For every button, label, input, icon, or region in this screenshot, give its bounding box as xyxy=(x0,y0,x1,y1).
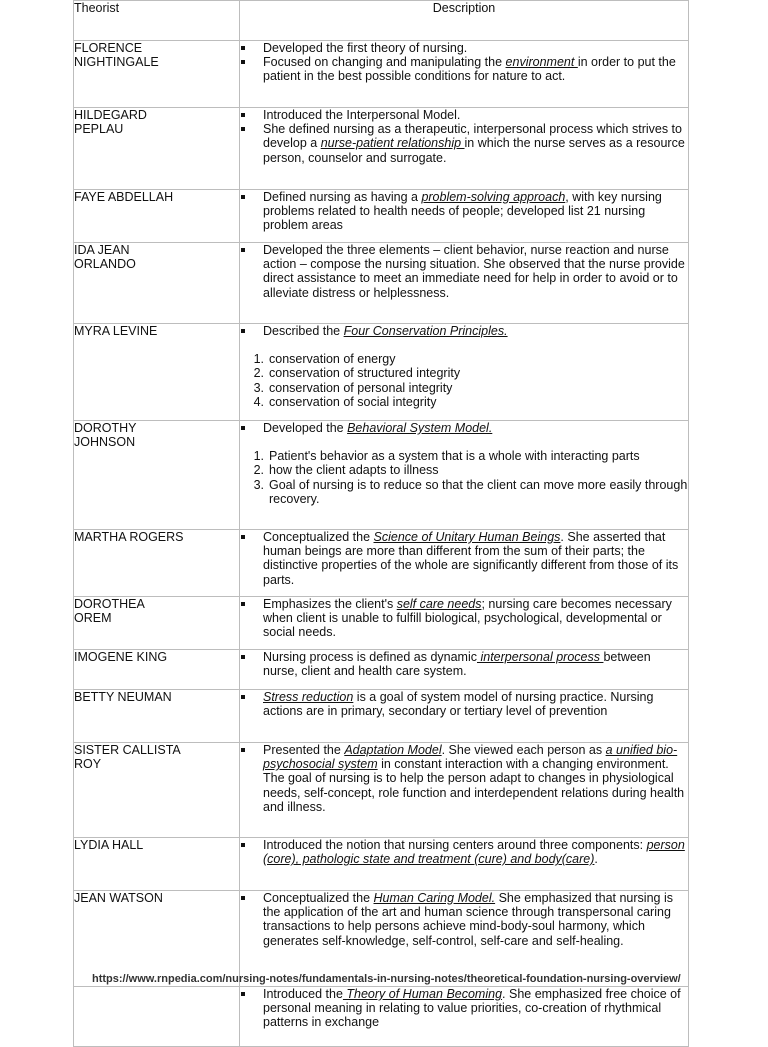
theorist-description xyxy=(240,987,689,1047)
list-item: 3. Goal of nursing is to reduce so that the client can move more easily through recovery. xyxy=(253,477,688,506)
bullet-item: Focused on changing and manipulating the environment in order to put the patient in the best possible conditions for nature to act. xyxy=(240,55,688,83)
theorist-name: MYRA LEVINE xyxy=(74,324,240,421)
bullet-item: Introduced the Interpersonal Model. xyxy=(240,108,688,122)
emphasized-term: problem-solving approach xyxy=(421,190,566,204)
emphasized-term: Human Caring Model. xyxy=(373,891,496,905)
theorist-description xyxy=(240,324,689,421)
table-row xyxy=(74,690,689,743)
theorists-table xyxy=(73,0,689,1047)
bullet-item: Emphasizes the client's self care needs; nursing care becomes necessary when client is unable to fulfill biological, psychological, developmental or social needs. xyxy=(240,597,688,640)
theorist-name xyxy=(74,987,240,1047)
header-theorist: Theorist xyxy=(74,1,240,41)
table-row xyxy=(74,650,689,690)
table-row xyxy=(74,108,689,190)
theorist-description xyxy=(240,108,689,190)
bullet-item: Presented the Adaptation Model. She viewed each person as a unified bio-psychosocial system in constant interaction with a changing environment. The goal of nursing is to help the person adapt to changes in physiological needs, self-concept, role function and interdependent relations during health and illness. xyxy=(240,743,688,814)
list-item: 2. conservation of structured integrity xyxy=(253,366,461,381)
theorist-description xyxy=(240,690,689,743)
emphasized-term: interpersonal process xyxy=(477,650,604,664)
bullet-item: Introduced the Theory of Human Becoming. She emphasized free choice of personal meaning in relating to value priorities, co-creation of rhythmical patterns in exchange xyxy=(240,987,688,1030)
theorist-description xyxy=(240,190,689,243)
theorist-name: LYDIA HALL xyxy=(74,838,240,891)
numbered-list xyxy=(240,449,688,506)
theorist-name: JEAN WATSON xyxy=(74,891,240,987)
source-url: https://www.rnpedia.com/nursing-notes/fundamentals-in-nursing-notes/theoretical-foundation-nursing-overview/ xyxy=(92,973,681,985)
list-item: 1. conservation of energy xyxy=(253,352,396,367)
theorist-name: FLORENCE NIGHTINGALE xyxy=(74,41,240,108)
theorist-description xyxy=(240,597,689,650)
list-item: 3. conservation of personal integrity xyxy=(253,380,453,395)
emphasized-term: Adaptation Model xyxy=(344,743,442,757)
numbered-list xyxy=(240,352,688,409)
table-row xyxy=(74,41,689,108)
emphasized-term: environment xyxy=(505,55,578,70)
table-row xyxy=(74,530,689,597)
theorist-name: MARTHA ROGERS xyxy=(74,530,240,597)
bullet-item: Nursing process is defined as dynamic interpersonal process between nurse, client and health care system. xyxy=(240,650,688,678)
table-row xyxy=(74,743,689,838)
theorist-description xyxy=(240,421,689,530)
emphasized-term: Theory of Human Becoming xyxy=(342,987,503,1001)
emphasized-term: a unified bio-psychosocial system xyxy=(263,743,678,772)
emphasized-term: nurse-patient relationship xyxy=(320,136,465,151)
theorist-description xyxy=(240,838,689,891)
emphasized-term: self care needs xyxy=(396,597,482,611)
theorist-name: IDA JEAN ORLANDO xyxy=(74,243,240,324)
bullet-item: She defined nursing as a therapeutic, interpersonal process which strives to develop a nurse-patient relationship in which the nurse serves as a resource person, counselor and surrogate. xyxy=(240,122,688,165)
theorist-description xyxy=(240,650,689,690)
list-item: 2. how the client adapts to illness xyxy=(253,463,439,478)
table-row xyxy=(74,243,689,324)
table-row xyxy=(74,421,689,530)
bullet-item: Developed the Behavioral System Model. xyxy=(240,421,688,435)
theorist-name: BETTY NEUMAN xyxy=(74,690,240,743)
theorist-name: FAYE ABDELLAH xyxy=(74,190,240,243)
bullet-item: Introduced the notion that nursing centers around three components: person (core), pathologic state and treatment (cure) and body(care). xyxy=(240,838,688,866)
table-header-row xyxy=(74,1,689,41)
table-row xyxy=(74,324,689,421)
theorist-description xyxy=(240,243,689,324)
bullet-item: Described the Four Conservation Principles. xyxy=(240,324,688,338)
bullet-item: Defined nursing as having a problem-solving approach, with key nursing problems related to health needs of people; developed list 21 nursing problem areas xyxy=(240,190,688,233)
theorist-description xyxy=(240,41,689,108)
theorist-description xyxy=(240,743,689,838)
table-row xyxy=(74,597,689,650)
emphasized-term: Science of Unitary Human Beings xyxy=(373,530,561,544)
theorist-name: DOROTHY JOHNSON xyxy=(74,421,240,530)
emphasized-term: Stress reduction xyxy=(263,690,354,704)
bullet-item: Conceptualized the Human Caring Model. She emphasized that nursing is the application of the art and human science through transpersonal caring transactions to help persons achieve mind-body-soul harmony, which generates self-knowledge, self-control, self-care and self-healing. xyxy=(240,891,688,948)
list-item: 4. conservation of social integrity xyxy=(253,394,437,409)
emphasized-term: Behavioral System Model. xyxy=(347,421,493,435)
emphasized-term: Four Conservation Principles. xyxy=(343,324,508,338)
bullet-item: Stress reduction is a goal of system model of nursing practice. Nursing actions are in primary, secondary or tertiary level of prevention xyxy=(240,690,688,718)
header-description: Description xyxy=(240,1,689,41)
theorist-name: SISTER CALLISTA ROY xyxy=(74,743,240,838)
table-row xyxy=(74,987,689,1047)
list-item: 1. Patient's behavior as a system that is a whole with interacting parts xyxy=(253,449,640,464)
theorist-description xyxy=(240,530,689,597)
theorist-name: IMOGENE KING xyxy=(74,650,240,690)
table-row xyxy=(74,838,689,891)
table-row xyxy=(74,190,689,243)
theorist-name: DOROTHEA OREM xyxy=(74,597,240,650)
bullet-item: Conceptualized the Science of Unitary Human Beings. She asserted that human beings are more than different from the sum of their parts; the distinctive properties of the whole are significantly different from those of its parts. xyxy=(240,530,688,587)
bullet-item: Developed the three elements – client behavior, nurse reaction and nurse action – compose the nursing situation. She observed that the nurse provide direct assistance to meet an immediate need for help in order to avoid or to alleviate distress or helplessness. xyxy=(240,243,688,300)
theorist-name: HILDEGARD PEPLAU xyxy=(74,108,240,190)
emphasized-term: person (core), pathologic state and treatment (cure) and body(care) xyxy=(263,838,685,867)
bullet-item: Developed the first theory of nursing. xyxy=(240,41,688,55)
